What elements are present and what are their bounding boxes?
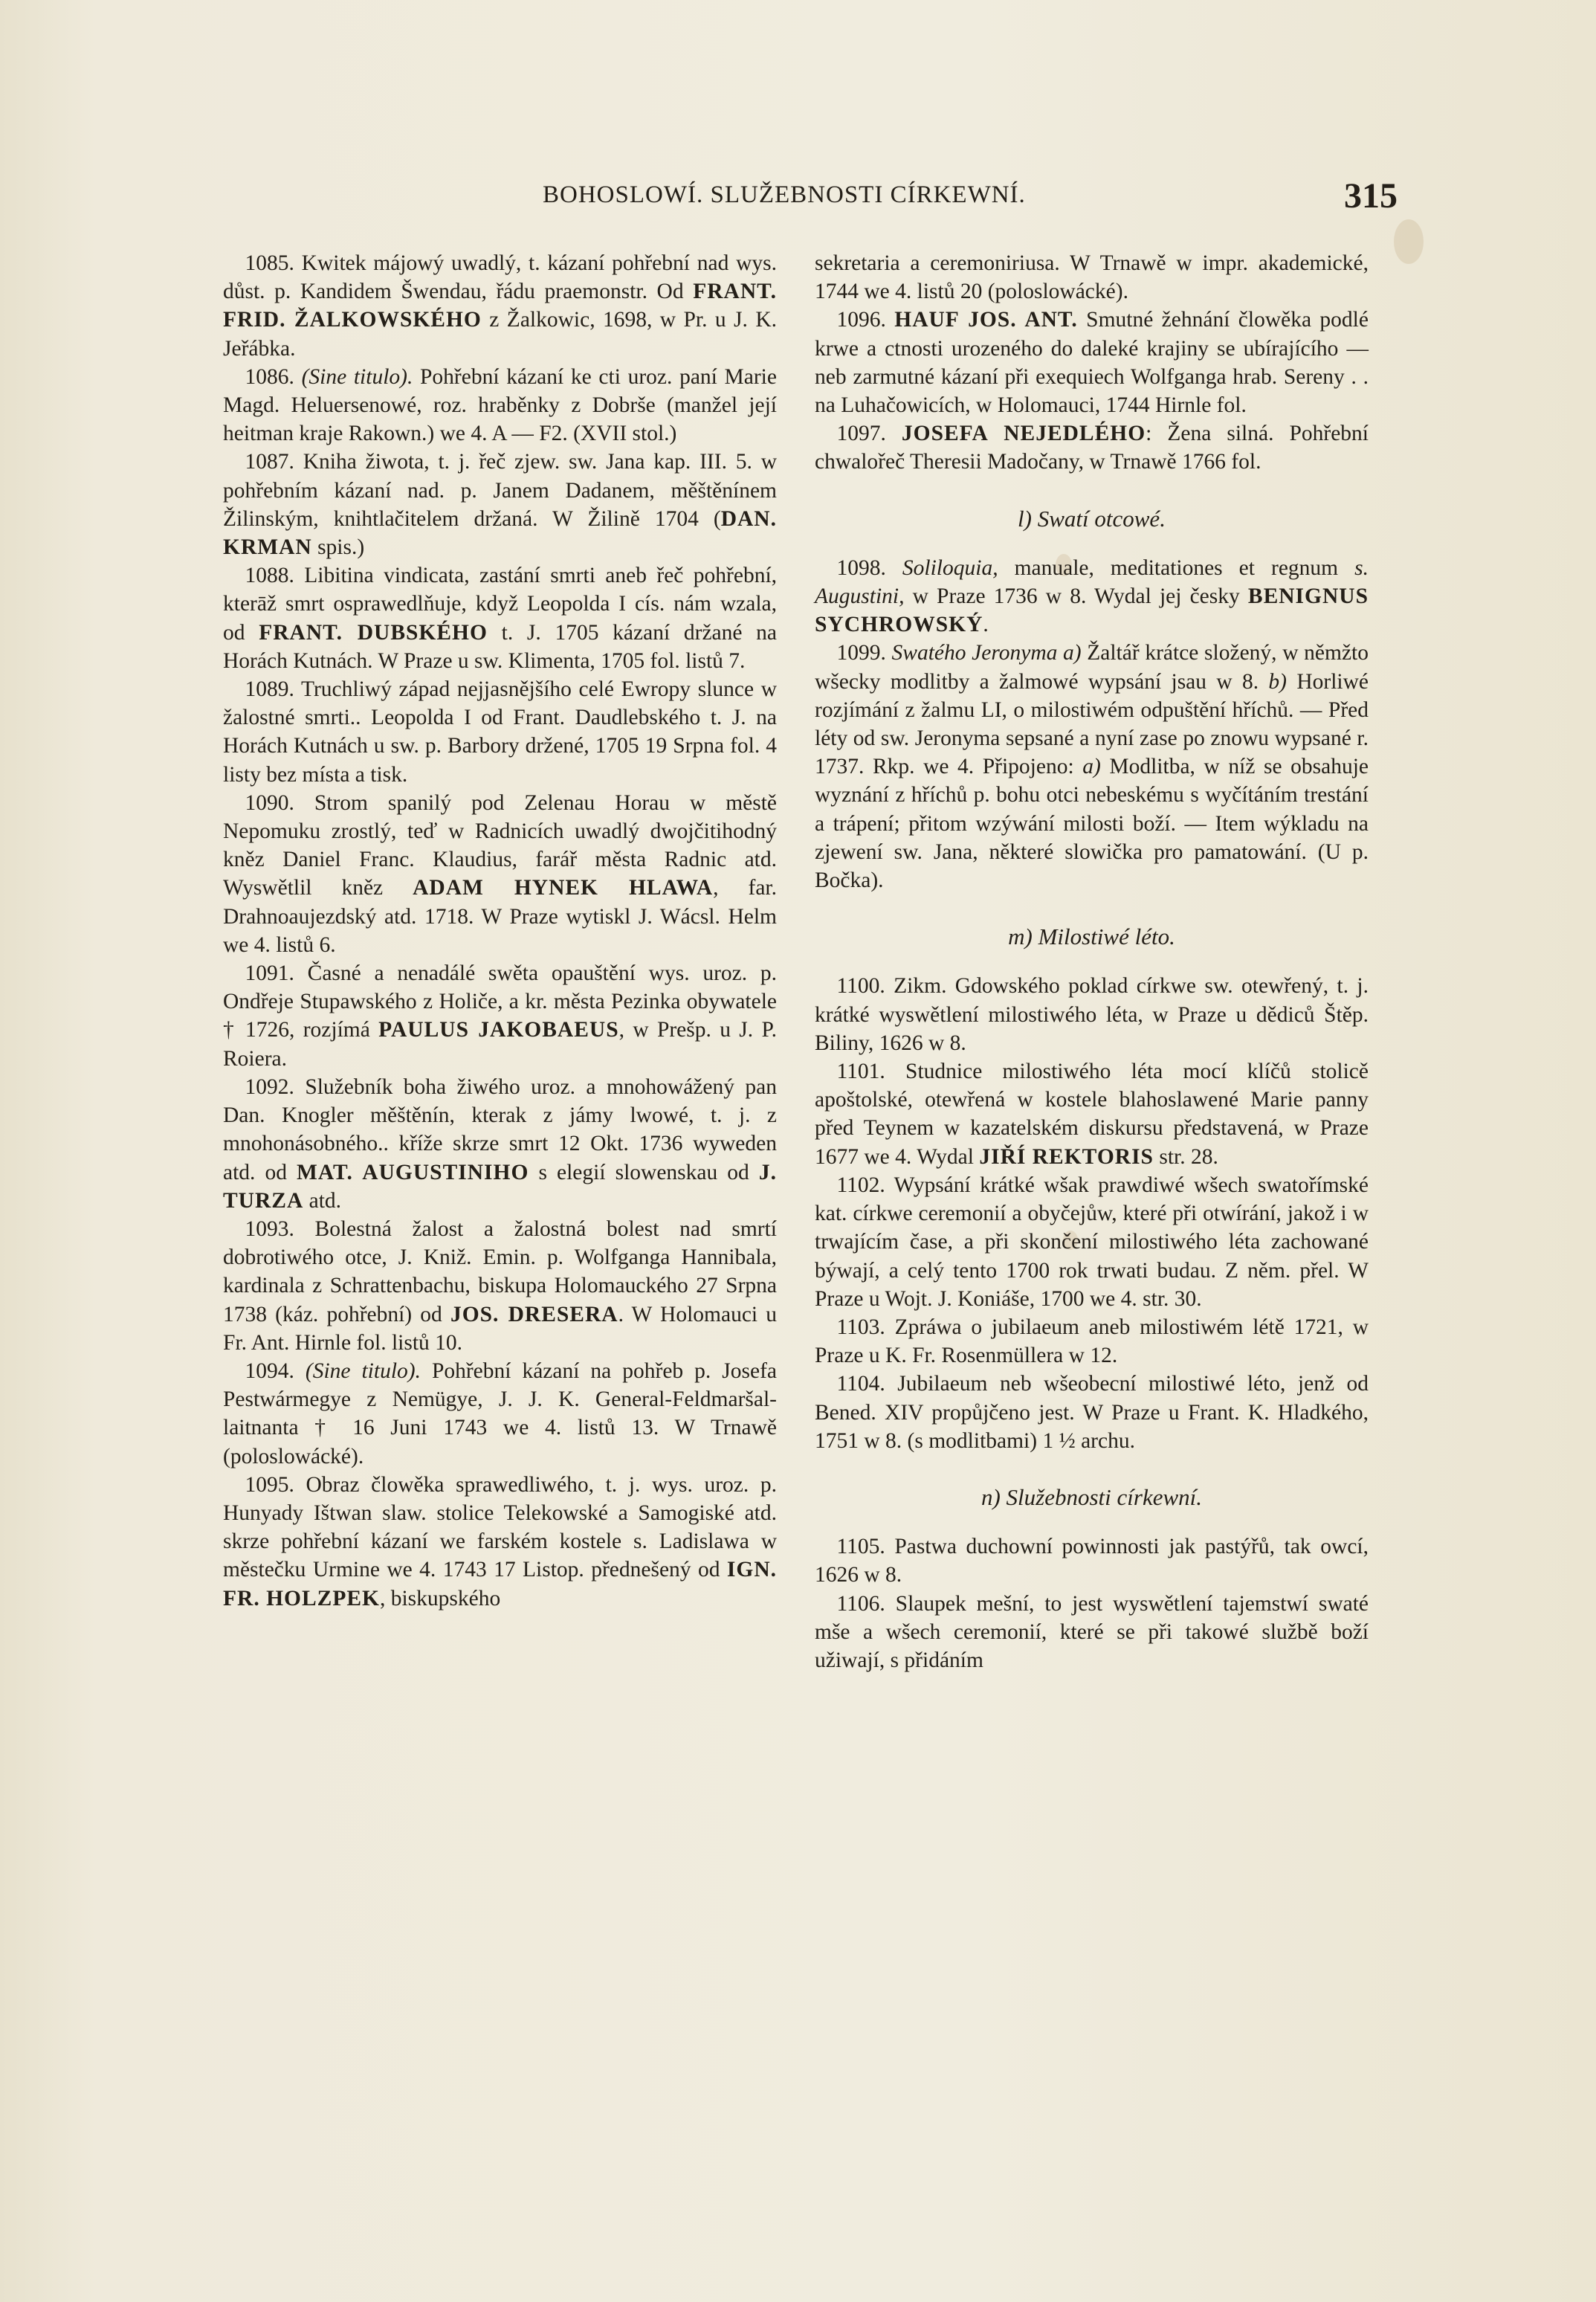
section-heading-l: l) Swatí otcowé. bbox=[1018, 505, 1166, 532]
running-title: BOHOSLOWÍ. SLUŽEBNOSTI CÍRKEWNÍ. bbox=[543, 181, 1026, 208]
entry-1101: 1101. Studnice milostiwého léta mocí klíčů stolicě apoštolské, otewřená w kostele blahoslawené Marie panny před Teynem w kazatelském diskursu představená, w Praze 1677 we 4. Wydal JIŘÍ REKTORIS str. 28. bbox=[815, 1060, 1369, 1169]
right-column bbox=[815, 249, 1369, 1674]
page-number: 315 bbox=[1344, 176, 1398, 216]
entry-1093: 1093. Bolestná žalost a žalostná bolest nad smrtí dobrotiwého otce, J. Kniž. Emin. p. Wolfganga Hannibala, kardinala z Schrattenbachu, biskupa Holomauckého 27 Srpna 1738 (káz. pohřební) od JOS. DRESERA. W Holomauci u Fr. Ant. Hirnle fol. listů 10. bbox=[223, 1216, 778, 1355]
entry-1095-continued: sekretaria a ceremoniriusa. W Trnawě w impr. akademické, 1744 we 4. listů 20 (poloslowácké). bbox=[815, 251, 1369, 304]
paper-stain bbox=[1394, 219, 1424, 264]
left-column bbox=[223, 249, 777, 1613]
entry-1092: 1092. Služebník boha žiwého uroz. a mnohowážený pan Dan. Knogler měštěnín, kterak z jámy lwowé, t. j. z mnohonásobného.. kříže skrze smrt 12 Okt. 1736 wyweden atd. od MAT. AUGUSTINIHO s elegií slowenskau od J. TURZA atd. bbox=[223, 1074, 778, 1213]
entry-1106: 1106. Slaupek mešní, to jest wyswětlení tajemstwí swaté mše a wšech ceremonií, které se při takowé službě boží užiwají, s přidáním bbox=[815, 1591, 1369, 1672]
entry-1097: 1097. JOSEFA NEJEDLÉHO: Žena silná. Pohřební chwalořeč Theresii Madočany, w Trnawě 1766 fol. bbox=[815, 422, 1369, 474]
entry-1096: 1096. HAUF JOS. ANT. Smutné žehnání člowěka podlé krwe a ctnosti urozeného do daleké krajiny se ubírajícího — neb zarmutné kázaní při exequiech Wolfganga hrab. Sereny . . na Luhačowicích, w Holomauci, 1744 Hirnle fol. bbox=[815, 308, 1369, 418]
entry-1091: 1091. Časné a nenadálé swěta opauštění wys. uroz. p. Ondřeje Stupawského z Holiče, a kr. města Pezinka obywatele † 1726, rozjímá PAULUS JAKOBAEUS, w Prešp. u J. P. Roiera. bbox=[223, 961, 778, 1071]
entry-1086: 1086. (Sine titulo). Pohřební kázaní ke cti uroz. paní Marie Magd. Heluersenowé, roz. hraběnky z Dobrše (manžel její heitman kraje Rakown.) we 4. A — F2. (XVII stol.) bbox=[223, 364, 777, 446]
section-heading-n: n) Služebnosti církewní. bbox=[980, 1483, 1203, 1510]
entry-1085: 1085. Kwitek májowý uwadlý, t. kázaní pohřební nad wys. důst. p. Kandidem Šwendau, řádu praemonstr. Od FRANT. FRID. ŽALKOWSKÉHO z Žalkowic, 1698, w Pr. u J. K. Jeřábka. bbox=[223, 251, 778, 361]
entry-1103: 1103. Zpráwa o jubilaeum aneb milostiwém létě 1721, w Praze u K. Fr. Rosenmüllera w 12. bbox=[815, 1315, 1369, 1368]
entry-1105: 1105. Pastwa duchowní powinnosti jak pastýřů, tak owcí, 1626 w 8. bbox=[815, 1535, 1369, 1587]
entry-1098: 1098. Soliloquia, manuale, meditationes et regnum s. Augustini, w Praze 1736 w 8. Wydal jej česky BENIGNUS SYCHROWSKÝ. bbox=[815, 555, 1369, 637]
running-head bbox=[238, 175, 1398, 220]
entry-1094: 1094. (Sine titulo). Pohřební kázaní na pohřeb p. Josefa Pestwármegye z Nemügye, J. J. K. General-Feldmaršal-laitnanta † 16 Juni 1743 we 4. listů 13. W Trnawě (poloslowácké). bbox=[223, 1358, 778, 1468]
entry-1088: 1088. Libitina vindicata, zastání smrti aneb řeč pohřební, kterāž smrt osprawedlňuje, když Leopolda I cís. nám wzala, od FRANT. DUBSKÉHO t. J. 1705 kázaní držané na Horách Kutnách. W Praze u sw. Klimenta, 1705 fol. listů 7. bbox=[223, 564, 778, 673]
entry-1087: 1087. Kniha žiwota, t. j. řeč zjew. sw. Jana kap. III. 5. w pohřebním kázaní nad. p. Janem Dadanem, měštěnínem Žilinským, knihtlačitelem držaná. W Žilině 1704 (DAN. KRMAN spis.) bbox=[223, 450, 778, 560]
entry-1095: 1095. Obraz člowěka sprawedliwého, t. j. wys. uroz. p. Hunyady Ištwan slaw. stolice Telekowské a Samogiské atd. skrze pohřební kázaní we farském kostele s. Ladislawa w městečku Urmine we 4. 1743 17 Listop. přednešený od IGN. FR. HOLZPEK, biskupského bbox=[223, 1472, 777, 1611]
section-heading-m: m) Milostiwé léto. bbox=[1008, 923, 1175, 950]
entry-1099: 1099. Swatého Jeronyma a) Žaltář krátce složený, w němžto wšecky modlitby a žalmowé wypsání jsau w 8. b) Horliwé rozjímání z žalmu LI, o milostiwém odpuštění hříchů. — Před léty od sw. Jeronyma sepsané a nyní zase po znowu wypsané r. 1737. Rkp. we 4. Připojeno: a) Modlitba, w níž se obsahuje wyznání z hříchů p. bohu otci nebeskému s wyčítáním trestání a trápení; přitom wzýwání milosti boží. — Item wýkladu na zjewení sw. Jana, některé slowička pro pamatowání. (U p. Bočka). bbox=[815, 641, 1369, 893]
entry-1102: 1102. Wypsání krátké wšak prawdiwé wšech swatořímské kat. církwe ceremonií a obyčejůw, které při otwírání, jakož i w trwajícím čase, a při skončení milostiwého léta zachowané býwají, a celý tento 1700 rok trwati budau. Z něm. přel. W Praze u Wojt. J. Koniáše, 1700 we 4. str. 30. bbox=[815, 1173, 1369, 1311]
entry-1090: 1090. Strom spanilý pod Zelenau Horau w městě Nepomuku zrostlý, teď w Radnicích uwadlý dwojčitihodný kněz Daniel Franc. Klaudius, farář města Radnic atd. Wyswětlil kněz ADAM HYNEK HLAWA, far. Drahnoaujezdský atd. 1718. W Praze wytiskl J. Wácsl. Helm we 4. listů 6. bbox=[223, 790, 778, 957]
entry-1089: 1089. Truchliwý západ nejjasnějšího celé Ewropy slunce w žalostné smrti.. Leopolda I od Frant. Daudlebského t. J. na Horách Kutnách u sw. p. Barbory držené, 1705 19 Srpna fol. 4 listy bez místa a tisk. bbox=[223, 677, 777, 787]
entry-1104: 1104. Jubilaeum neb wšeobecní milostiwé léto, jenž od Bened. XIV propůjčeno jest. W Praze u Frant. K. Hladkého, 1751 w 8. (s modlitbami) 1 ½ archu. bbox=[815, 1372, 1369, 1453]
entry-1100: 1100. Zikm. Gdowského poklad církwe sw. otewřený, t. j. krátké wyswětlení milostiwého léta, w Praze u dědiců Štěp. Biliny, 1626 w 8. bbox=[815, 974, 1369, 1055]
